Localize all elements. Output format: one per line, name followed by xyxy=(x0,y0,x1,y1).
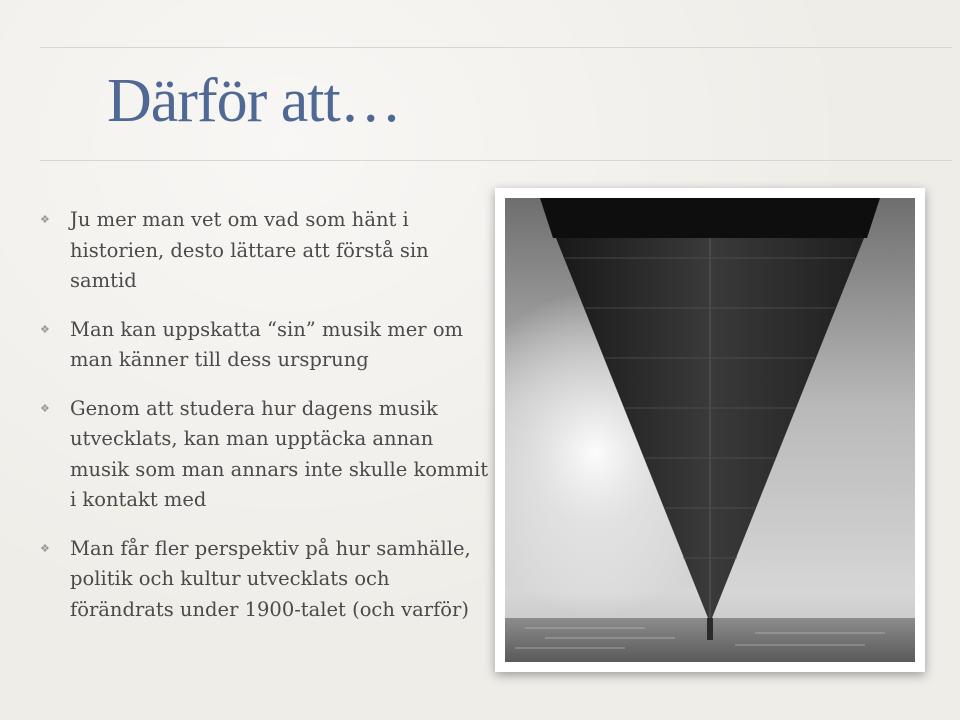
fleuron-icon: ❖ xyxy=(40,541,50,555)
photo-frame xyxy=(495,188,925,672)
bullet-text: Ju mer man vet om vad som hänt i historien, desto lättare att förstå sin samtid xyxy=(70,208,429,292)
bullet-item xyxy=(40,534,490,626)
bullet-text: Genom att studera hur dagens musik utvecklats, kan man upptäcka annan musik som man annars inte skulle kommit i kontakt med xyxy=(70,396,489,511)
bullet-item xyxy=(40,205,490,297)
slide-title: Därför att… xyxy=(107,67,401,135)
bullet-list xyxy=(40,205,490,643)
bullet-item xyxy=(40,315,490,376)
bridge-photo-image xyxy=(505,198,915,662)
bullet-text: Man kan uppskatta “sin” musik mer om man känner till dess ursprung xyxy=(70,317,464,371)
bullet-item xyxy=(40,394,490,516)
top-divider xyxy=(40,47,952,48)
title-divider xyxy=(40,160,952,161)
bullet-text: Man får fler perspektiv på hur samhälle, politik och kultur utvecklats och förändrats under 1900-talet (och varför) xyxy=(70,536,471,621)
fleuron-icon: ❖ xyxy=(40,213,50,226)
bridge-underside-photo xyxy=(505,198,915,662)
fleuron-icon: ❖ xyxy=(40,401,50,415)
fleuron-icon: ❖ xyxy=(40,322,50,336)
